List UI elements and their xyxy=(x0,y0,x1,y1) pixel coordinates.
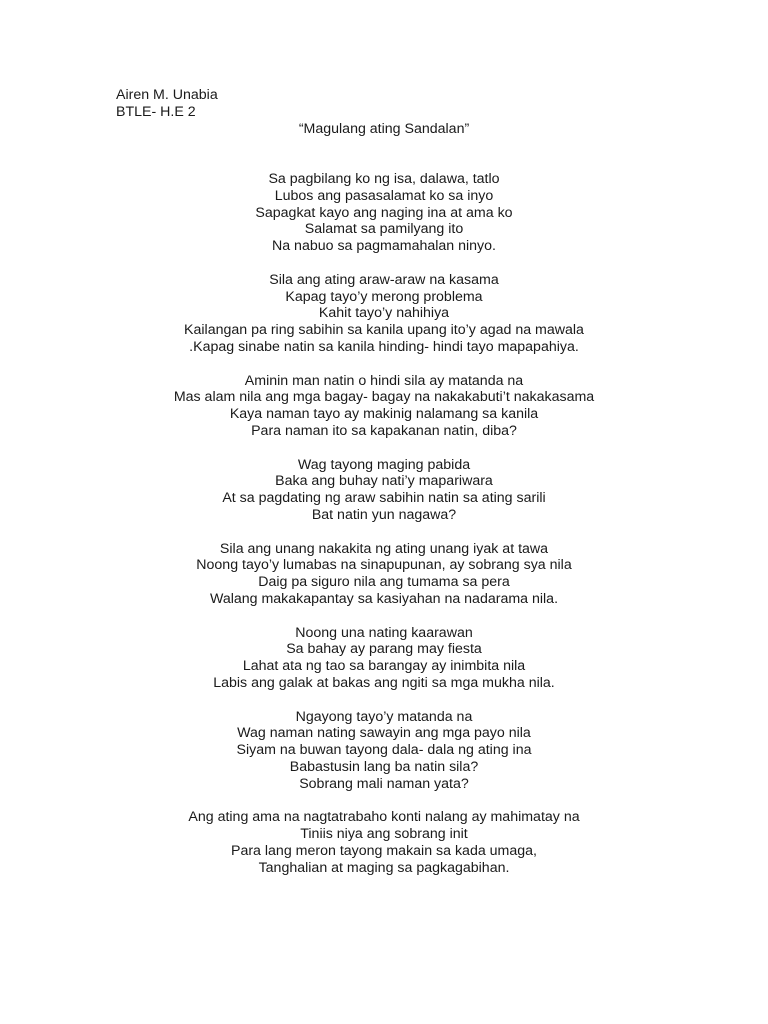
course-label: BTLE- H.E 2 xyxy=(116,103,196,120)
poem-line: Baka ang buhay nati’y mapariwara xyxy=(275,473,493,490)
poem-line: Na nabuo sa pagmamahalan ninyo. xyxy=(271,238,496,255)
poem-line: Sila ang ating araw-araw na kasama xyxy=(269,271,499,288)
poem-line: Lahat ata ng tao sa barangay ay inimbita nila xyxy=(242,658,526,675)
poem-stanza xyxy=(0,809,768,876)
poem-line: Daig pa siguro nila ang tumama sa pera xyxy=(258,574,510,591)
poem-line: Sapagkat kayo ang naging ina at ama ko xyxy=(255,204,513,221)
document-header xyxy=(116,87,218,121)
poem-line: Noong tayo’y lumabas na sinapupunan, ay sobrang sya nila xyxy=(196,557,572,574)
poem-stanza xyxy=(0,272,768,356)
poem-stanza xyxy=(0,171,768,255)
poem-line: At sa pagdating ng araw sabihin natin sa ating sarili xyxy=(222,490,546,507)
poem-stanza xyxy=(0,709,768,793)
poem-line: Bat natin yun nagawa? xyxy=(311,506,457,523)
poem-stanza xyxy=(0,541,768,608)
poem-title: “Magulang ating Sandalan” xyxy=(298,121,470,137)
poem-line: Sobrang mali naman yata? xyxy=(299,775,469,792)
poem-line: Walang makakapantay sa kasiyahan na nadarama nila. xyxy=(209,590,559,607)
poem-line: Kailangan pa ring sabihin sa kanila upang ito’y agad na mawala xyxy=(184,322,584,339)
poem-line: Kahit tayo’y nahihiya xyxy=(318,305,450,322)
poem-line: Sa bahay ay parang may fiesta xyxy=(286,641,482,658)
poem-line: Noong una nating kaarawan xyxy=(295,624,473,641)
poem-line: Sila ang unang nakakita ng ating unang iyak at tawa xyxy=(219,540,549,557)
poem-line: Ang ating ama na nagtatrabaho konti nalang ay mahimatay na xyxy=(188,809,580,826)
poem-line: .Kapag sinabe natin sa kanila hinding- hindi tayo mapapahiya. xyxy=(189,338,579,355)
poem-line: Ngayong tayo’y matanda na xyxy=(295,708,473,725)
author-name: Airen M. Unabia xyxy=(116,87,218,103)
poem-line: Babastusin lang ba natin sila? xyxy=(289,758,479,775)
poem-line: Siyam na buwan tayong dala- dala ng ating ina xyxy=(236,742,532,759)
poem-line: Salamat sa pamilyang ito xyxy=(304,221,464,238)
poem-line: Mas alam nila ang mga bagay- bagay na nakakabuti’t nakakasama xyxy=(173,389,595,406)
poem-stanza xyxy=(0,625,768,692)
poem-line: Tiniis niya ang sobrang init xyxy=(300,826,468,843)
poem-line: Kapag tayo’y merong problema xyxy=(285,288,483,305)
poem-line: Lubos ang pasasalamat ko sa inyo xyxy=(274,187,494,204)
poem-line: Labis ang galak at bakas ang ngiti sa mga mukha nila. xyxy=(213,674,555,691)
poem-line: Wag naman nating sawayin ang mga payo nila xyxy=(237,725,531,742)
poem-line: Para naman ito sa kapakanan natin, diba? xyxy=(251,422,517,439)
poem-line: Para lang meron tayong makain sa kada umaga, xyxy=(230,842,537,859)
poem-line: Tanghalian at maging sa pagkagabihan. xyxy=(258,859,510,876)
poem-line: Aminin man natin o hindi sila ay matanda na xyxy=(244,372,524,389)
poem-line: Sa pagbilang ko ng isa, dalawa, tatlo xyxy=(268,171,500,187)
poem-line: Wag tayong maging pabida xyxy=(297,456,471,473)
poem-line: Kaya naman tayo ay makinig nalamang sa kanila xyxy=(229,406,539,423)
poem-stanza xyxy=(0,457,768,524)
poem-stanza xyxy=(0,373,768,440)
poem-body xyxy=(0,171,768,893)
